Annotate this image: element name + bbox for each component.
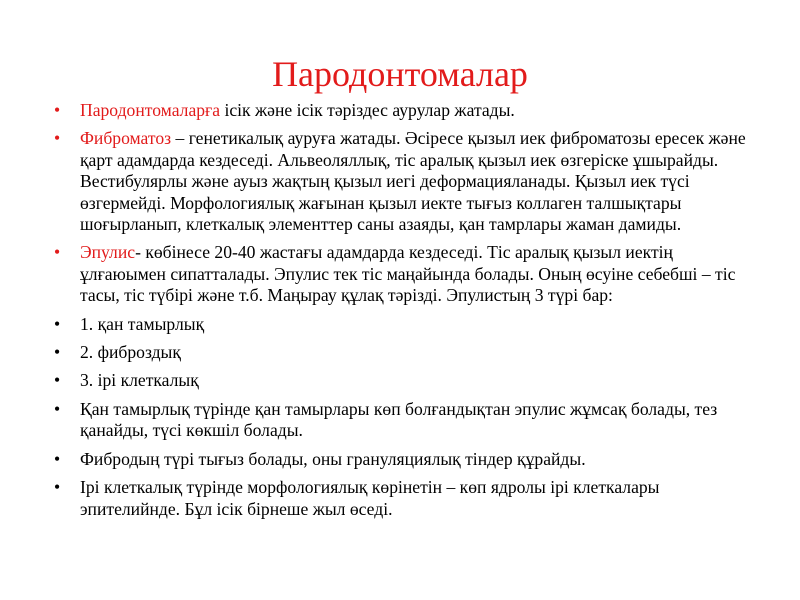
bullet-icon: • <box>54 342 61 363</box>
bullet-icon: • <box>54 448 61 469</box>
item-text: ісік және ісік тәріздес аурулар жатады. <box>220 100 515 120</box>
item-text: Фибродың түрі тығыз болады, оны грануляциялық тіндер құрайды. <box>80 448 586 469</box>
bullet-icon: • <box>54 370 61 391</box>
slide-title: Пародонтомалар <box>272 54 528 94</box>
item-text: - көбінесе 20-40 жастағы адамдарда кездеседі. Тіс аралық қызыл иектің ұлғаюымен сипатталады. Эпулис тек тіс маңайында болады. Оның өсуіне себебші – тіс тасы, тіс түбірі және т.б. Маңырау құлақ тәрізді. Эпулистың 3 түрі бар: <box>80 242 736 306</box>
item-text: 2. фиброздық <box>80 342 181 363</box>
term-highlight: Пародонтомаларға <box>80 100 221 120</box>
list-item <box>54 314 754 335</box>
item-text: Ірі клеткалық түрінде морфологиялық көрінетін – көп ядролы ірі клеткалары эпителийнде. Бұл ісік бірнеше жыл өседі. <box>80 477 660 519</box>
item-text: Қан тамырлық түрінде қан тамырлары көп болғандықтан эпулис жұмсақ болады, тез қанайды, түсі көкшіл болады. <box>80 398 718 441</box>
list-item <box>54 128 754 235</box>
bullet-icon: • <box>54 128 61 149</box>
bullet-icon: • <box>54 477 61 498</box>
bullet-icon: • <box>54 313 61 334</box>
term-highlight: Фиброматоз <box>80 128 172 149</box>
list-item <box>54 342 754 363</box>
bullet-icon: • <box>54 242 61 263</box>
term-highlight: Эпулис <box>80 242 136 263</box>
list-item <box>54 449 754 470</box>
item-text: 3. ірі клеткалық <box>80 370 199 391</box>
list-item <box>54 477 754 520</box>
bullet-icon: • <box>54 398 61 419</box>
list-item <box>54 100 754 121</box>
item-text: 1. қан тамырлық <box>80 313 205 334</box>
list-item <box>54 370 754 391</box>
bullet-list <box>54 100 754 527</box>
bullet-icon: • <box>54 100 61 120</box>
item-text: – генетикалық ауруға жатады. Әсіресе қызыл иек фиброматозы ересек және қарт адамдарда кездеседі. Альвеоляллық, тіс аралық қызыл иек өзгеріске ұшырайды. Вестибулярлы және ауыз жақтың қызыл иегі деформацияланады. Қызыл иек түсі өзгермейді. Морфологиялық жағынан қызыл иекте тығыз коллаген талшықтары шоғырланып, клеткалық элементтер саны азаяды, қан тамрлары жаман дамиды. <box>80 128 746 235</box>
list-item <box>54 242 754 306</box>
list-item <box>54 399 754 442</box>
